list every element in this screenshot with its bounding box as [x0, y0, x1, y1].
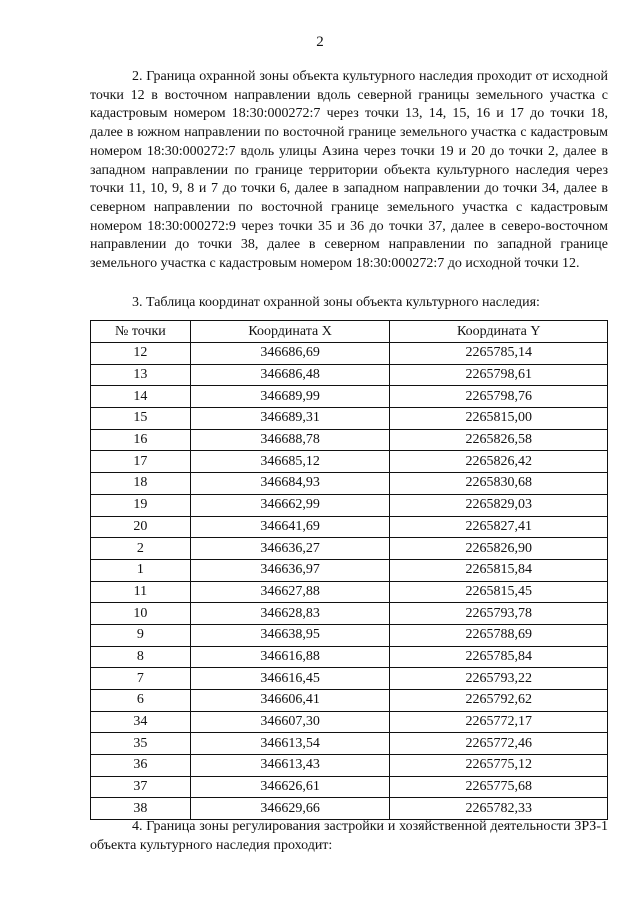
cell-coordinate-x: 346685,12 [190, 451, 390, 473]
table-row [91, 473, 608, 495]
table-row [91, 711, 608, 733]
table-row [91, 386, 608, 408]
cell-coordinate-y: 2265775,68 [390, 776, 608, 798]
table-row [91, 603, 608, 625]
table-row [91, 733, 608, 755]
cell-coordinate-y: 2265793,78 [390, 603, 608, 625]
cell-coordinate-x: 346606,41 [190, 690, 390, 712]
cell-point-number: 18 [91, 473, 191, 495]
table-row [91, 516, 608, 538]
cell-coordinate-y: 2265826,42 [390, 451, 608, 473]
cell-point-number: 16 [91, 429, 191, 451]
cell-coordinate-x: 346613,54 [190, 733, 390, 755]
cell-coordinate-x: 346613,43 [190, 755, 390, 777]
cell-point-number: 14 [91, 386, 191, 408]
table-row [91, 343, 608, 365]
cell-coordinate-x: 346688,78 [190, 429, 390, 451]
cell-coordinate-x: 346684,93 [190, 473, 390, 495]
cell-coordinate-y: 2265792,62 [390, 690, 608, 712]
table-row [91, 451, 608, 473]
cell-point-number: 34 [91, 711, 191, 733]
cell-point-number: 11 [91, 581, 191, 603]
cell-coordinate-y: 2265775,12 [390, 755, 608, 777]
cell-coordinate-y: 2265826,58 [390, 429, 608, 451]
cell-coordinate-y: 2265788,69 [390, 624, 608, 646]
cell-coordinate-y: 2265798,61 [390, 364, 608, 386]
cell-coordinate-x: 346636,97 [190, 559, 390, 581]
cell-point-number: 19 [91, 494, 191, 516]
header-coordinate-x: Координата X [190, 321, 390, 343]
table-row [91, 364, 608, 386]
cell-point-number: 8 [91, 646, 191, 668]
cell-coordinate-x: 346628,83 [190, 603, 390, 625]
cell-coordinate-y: 2265829,03 [390, 494, 608, 516]
cell-coordinate-x: 346636,27 [190, 538, 390, 560]
coordinates-table [90, 320, 608, 820]
cell-point-number: 15 [91, 408, 191, 430]
cell-point-number: 13 [91, 364, 191, 386]
cell-coordinate-x: 346641,69 [190, 516, 390, 538]
cell-coordinate-y: 2265815,00 [390, 408, 608, 430]
cell-point-number: 17 [91, 451, 191, 473]
cell-point-number: 7 [91, 668, 191, 690]
cell-coordinate-y: 2265827,41 [390, 516, 608, 538]
cell-coordinate-y: 2265830,68 [390, 473, 608, 495]
paragraph-table-caption: 3. Таблица координат охранной зоны объекта культурного наследия: [132, 295, 540, 310]
table-row [91, 408, 608, 430]
cell-coordinate-y: 2265772,17 [390, 711, 608, 733]
cell-coordinate-x: 346607,30 [190, 711, 390, 733]
header-coordinate-y: Координата Y [390, 321, 608, 343]
table-row [91, 538, 608, 560]
cell-point-number: 12 [91, 343, 191, 365]
cell-coordinate-y: 2265782,33 [390, 798, 608, 820]
cell-point-number: 10 [91, 603, 191, 625]
cell-coordinate-y: 2265815,45 [390, 581, 608, 603]
table-row [91, 776, 608, 798]
paragraph-protection-zone-boundary: 2. Граница охранной зоны объекта культурного наследия проходит от исходной точки 12 в восточном направлении вдоль северной границы земельного участка с кадастровым номером 18:30:000272:7 через точки 13, 14, 15, 16 и 17 до точки 18, далее в южном направлении по восточной границе земельного участка с кадастровым номером 18:30:000272:7 вдоль улицы Азина через точки 19 и 20 до точки 2, далее в западном направлении по границе территории объекта культурного наследия через точки 11, 10, 9, 8 и 7 до точки 6, далее в западном направлении до точки 34, далее в северном направлении по восточной границе земельного участка с кадастровым номером 18:30:000272:9 через точки 35 и 36 до точки 37, далее в северо-восточном направлении до точки 38, далее в северном направлении по западной границе земельного участка с кадастровым номером 18:30:000272:7 до исходной точки 12. [90, 69, 608, 272]
table-row [91, 646, 608, 668]
cell-point-number: 35 [91, 733, 191, 755]
table-row [91, 429, 608, 451]
cell-point-number: 37 [91, 776, 191, 798]
cell-coordinate-y: 2265785,14 [390, 343, 608, 365]
cell-point-number: 36 [91, 755, 191, 777]
cell-coordinate-y: 2265798,76 [390, 386, 608, 408]
cell-coordinate-y: 2265826,90 [390, 538, 608, 560]
table-row [91, 755, 608, 777]
cell-coordinate-y: 2265785,84 [390, 646, 608, 668]
table-row [91, 494, 608, 516]
cell-coordinate-x: 346662,99 [190, 494, 390, 516]
table-body [91, 343, 608, 820]
cell-coordinate-y: 2265793,22 [390, 668, 608, 690]
table-row [91, 581, 608, 603]
paragraph-zrz1-boundary: 4. Граница зоны регулирования застройки и хозяйственной деятельности ЗРЗ-1 объекта культурного наследия проходит: [90, 819, 608, 853]
header-point-number: № точки [91, 321, 191, 343]
cell-point-number: 9 [91, 624, 191, 646]
cell-point-number: 6 [91, 690, 191, 712]
cell-coordinate-x: 346638,95 [190, 624, 390, 646]
cell-coordinate-y: 2265772,46 [390, 733, 608, 755]
cell-coordinate-x: 346629,66 [190, 798, 390, 820]
table-row [91, 624, 608, 646]
cell-point-number: 20 [91, 516, 191, 538]
table-row [91, 559, 608, 581]
cell-coordinate-x: 346689,31 [190, 408, 390, 430]
table-row [91, 690, 608, 712]
cell-coordinate-x: 346616,88 [190, 646, 390, 668]
cell-point-number: 38 [91, 798, 191, 820]
cell-point-number: 2 [91, 538, 191, 560]
cell-coordinate-x: 346686,69 [190, 343, 390, 365]
cell-coordinate-x: 346627,88 [190, 581, 390, 603]
table-row [91, 798, 608, 820]
cell-point-number: 1 [91, 559, 191, 581]
cell-coordinate-y: 2265815,84 [390, 559, 608, 581]
table-header-row [91, 321, 608, 343]
cell-coordinate-x: 346686,48 [190, 364, 390, 386]
cell-coordinate-x: 346616,45 [190, 668, 390, 690]
page-number: 2 [316, 34, 324, 50]
cell-coordinate-x: 346689,99 [190, 386, 390, 408]
cell-coordinate-x: 346626,61 [190, 776, 390, 798]
table-row [91, 668, 608, 690]
